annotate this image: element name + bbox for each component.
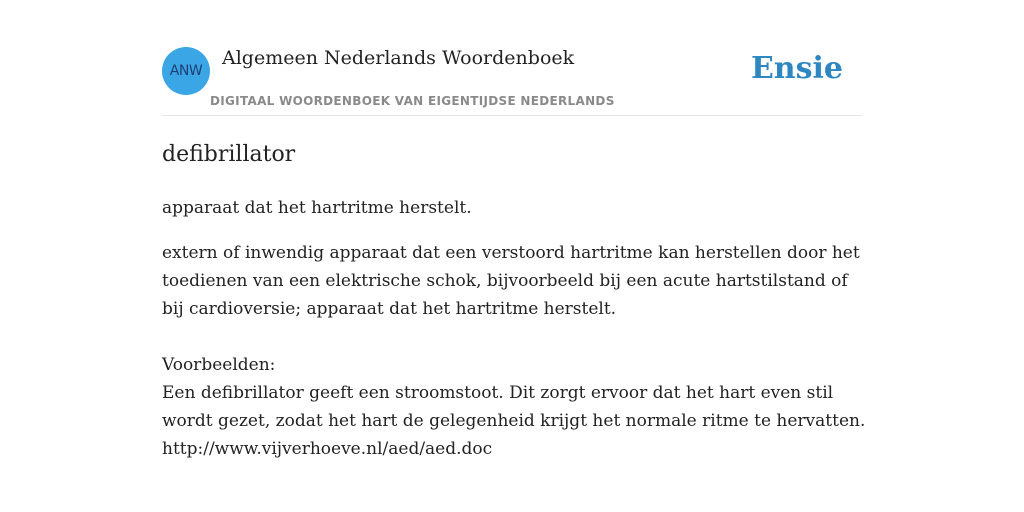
- example-source-url[interactable]: http://www.vijverhoeve.nl/aed/aed.doc: [162, 439, 493, 459]
- short-definition: apparaat dat het hartritme herstelt.: [162, 198, 472, 218]
- examples-label: Voorbeelden:: [162, 355, 276, 375]
- full-definition-line: toedienen van een elektrische schok, bijvoorbeeld bij een acute hartstilstand of: [162, 271, 848, 291]
- example-line: wordt gezet, zodat het hart de gelegenheid krijgt het normale ritme te hervatten.: [162, 411, 866, 431]
- full-definition: [162, 239, 862, 323]
- ensie-brand[interactable]: Ensie: [750, 51, 843, 86]
- full-definition-line: extern of inwendig apparaat dat een verstoord hartritme kan herstellen door het: [162, 243, 860, 263]
- full-definition-line: bij cardioversie; apparaat dat het hartritme herstelt.: [162, 299, 617, 319]
- dictionary-page: [162, 0, 866, 512]
- page-header: [162, 0, 862, 116]
- entry-headword: defibrillator: [162, 142, 296, 167]
- examples-section: [162, 351, 866, 463]
- anw-logo[interactable]: ANW: [162, 47, 210, 95]
- dictionary-tagline: DIGITAAL WOORDENBOEK VAN EIGENTIJDSE NEDERLANDS: [210, 94, 615, 108]
- dictionary-title[interactable]: Algemeen Nederlands Woordenboek: [222, 47, 575, 69]
- example-line: Een defibrillator geeft een stroomstoot. Dit zorgt ervoor dat het hart even stil: [162, 383, 834, 403]
